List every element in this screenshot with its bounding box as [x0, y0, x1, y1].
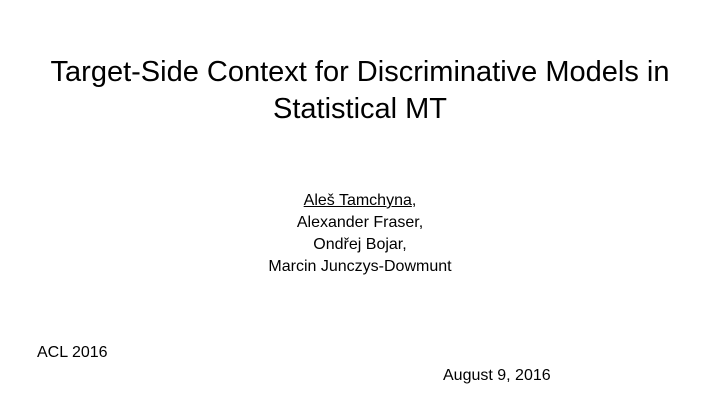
author-2: Alexander Fraser,	[296, 214, 424, 231]
conference-venue: ACL 2016	[37, 344, 108, 361]
presentation-date: August 9, 2016	[443, 367, 551, 384]
author-3: Ondřej Bojar,	[313, 236, 407, 253]
author-presenter-comma: ,	[411, 192, 417, 209]
author-list	[160, 190, 560, 278]
slide-title	[20, 54, 700, 128]
slide-title-line-2: Statistical MT	[272, 93, 448, 125]
author-presenter-line	[160, 190, 560, 212]
slide-title-line-1: Target-Side Context for Discriminative Models in	[50, 56, 670, 88]
author-4: Marcin Junczys-Dowmunt	[268, 258, 452, 275]
author-presenter: Aleš Tamchyna	[303, 192, 412, 209]
